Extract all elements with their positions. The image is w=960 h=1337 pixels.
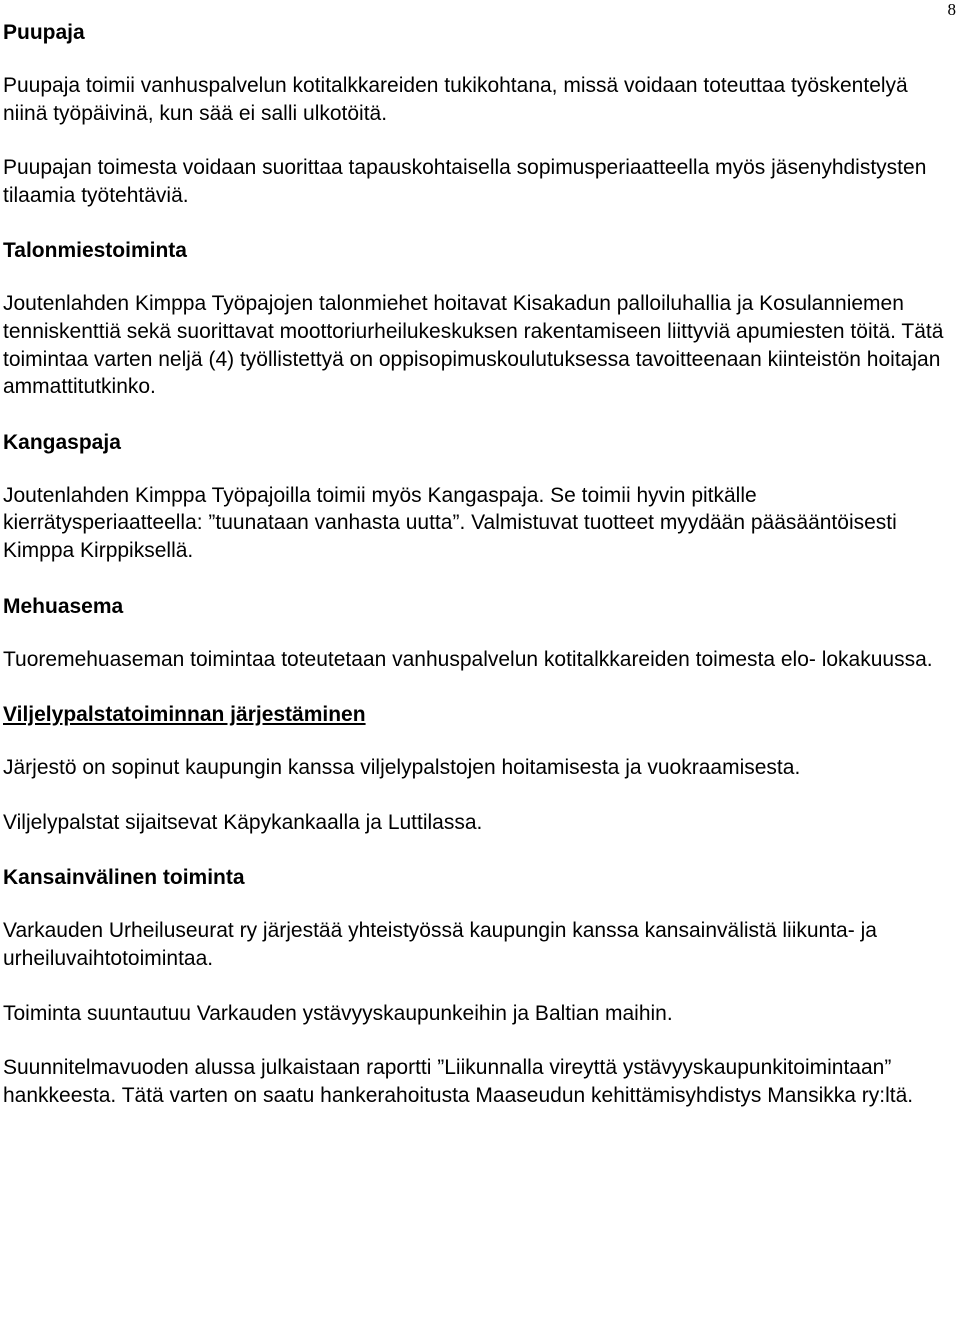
section-heading: Viljelypalstatoiminnan järjestäminen <box>3 703 366 727</box>
section-puupaja <box>3 19 953 209</box>
section-viljelypalstatoiminnan-jarjestaminen <box>3 701 953 836</box>
paragraph: Joutenlahden Kimppa Työpajoilla toimii myös Kangaspaja. Se toimii hyvin pitkälle kierrätysperiaatteella: ”tuunataan vanhasta uutta”. Valmistuvat tuotteet myydään pääsääntöisesti Kimppa Kirppiksellä. <box>3 483 897 562</box>
section-heading: Kangaspaja <box>3 430 121 454</box>
section-talonmiestoiminta <box>3 237 953 400</box>
section-kangaspaja <box>3 429 953 565</box>
section-kansainvalinen-toiminta <box>3 864 953 1109</box>
document-body <box>3 19 953 1137</box>
paragraph: Viljelypalstat sijaitsevat Käpykankaalla ja Luttilassa. <box>3 810 483 834</box>
page-number: 8 <box>947 0 956 19</box>
section-heading: Kansainvälinen toiminta <box>3 866 245 890</box>
section-mehuasema <box>3 593 953 674</box>
paragraph: Puupajan toimesta voidaan suorittaa tapauskohtaisella sopimusperiaatteella myös jäsenyhdistysten tilaamia työtehtäviä. <box>3 156 927 207</box>
section-heading: Puupaja <box>3 21 85 44</box>
paragraph: Järjestö on sopinut kaupungin kanssa viljelypalstojen hoitamisesta ja vuokraamisesta. <box>3 756 801 780</box>
paragraph: Puupaja toimii vanhuspalvelun kotitalkkareiden tukikohtana, missä voidaan toteuttaa työskentelyä niinä työpäivinä, kun sää ei salli ulkotöitä. <box>3 74 908 125</box>
paragraph: Suunnitelmavuoden alussa julkaistaan raportti ”Liikunnalla vireyttä ystävyyskaupunkitoimintaan” hankkeesta. Tätä varten on saatu hankerahoitusta Maaseudun kehittämisyhdistys Mansikka ry:ltä. <box>3 1056 914 1107</box>
paragraph: Toiminta suuntautuu Varkauden ystävyyskaupunkeihin ja Baltian maihin. <box>3 1001 673 1025</box>
section-heading: Mehuasema <box>3 594 124 618</box>
paragraph: Varkauden Urheiluseurat ry järjestää yhteistyössä kaupungin kanssa kansainvälistä liikunta- ja urheiluvaihtotoimintaa. <box>3 919 877 970</box>
section-heading: Talonmiestoiminta <box>3 239 187 263</box>
paragraph: Joutenlahden Kimppa Työpajojen talonmiehet hoitavat Kisakadun palloiluhallia ja Kosulanniemen tenniskenttiä sekä suorittavat moottoriurheilukeskuksen rakentamiseen liittyviä apumiesten töitä. Tätä toimintaa varten neljä (4) työllistettyä on oppisopimuskoulutuksessa tavoitteenaan kiinteistön hoitajan ammattitutkinko. <box>3 292 944 399</box>
paragraph: Tuoremehuaseman toimintaa toteutetaan vanhuspalvelun kotitalkkareiden toimesta elo- lokakuussa. <box>3 647 933 671</box>
